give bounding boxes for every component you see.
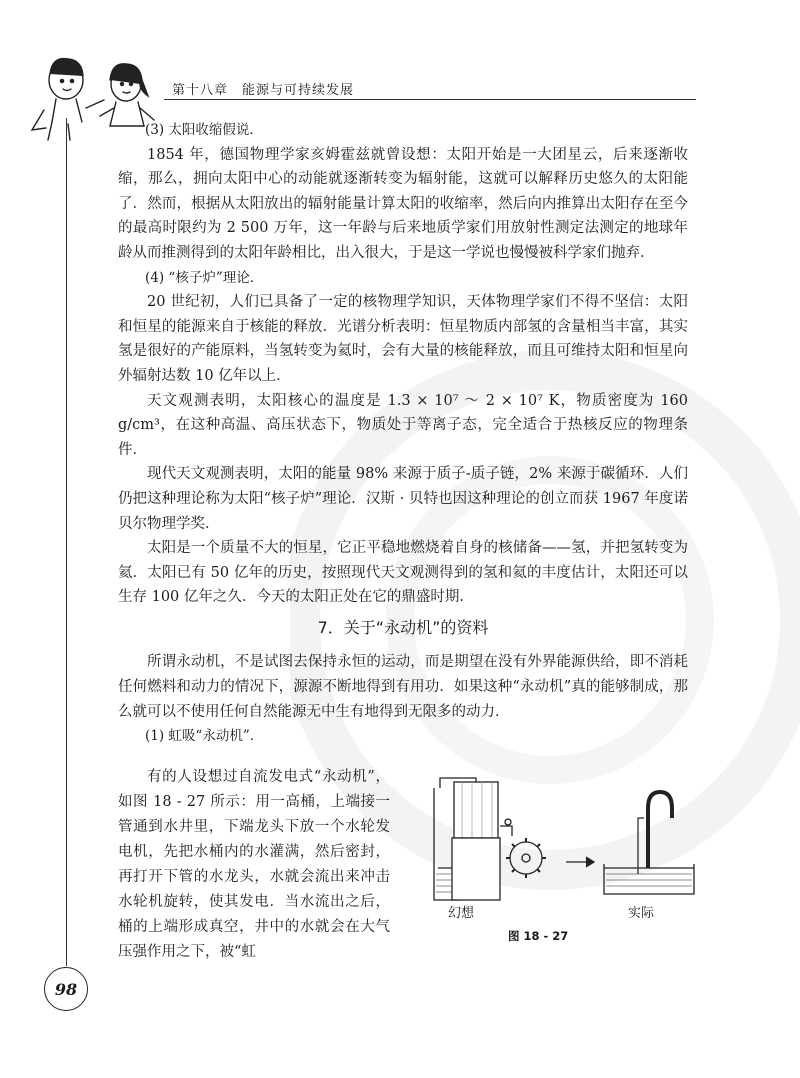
section-title: 7．关于“永动机”的资料: [317, 617, 489, 637]
header-rule: [164, 99, 696, 100]
paragraph: 有的人设想过自流发电式“永动机”，如图 18 - 27 所示：用一高桶，上端接一管通到水井里，下端龙头下放一个水轮发电机，先把水桶内的水灌满，然后密封，再打开下管的水龙头，水就会流出来冲击水轮机旋转，使其发电．当水流出之后，桶的上端形成真空，井中的水就会在大气压强作用之下，被“虹: [118, 769, 390, 960]
paragraph: 20 世纪初，人们已具备了一定的核物理学知识，天体物理学家们不得不坚信：太阳和恒星的能源来自于核能的释放．光谱分析表明：恒星物质内部氢的含量相当丰富，其实氢是很好的产能原料，当氢转变为氦时，会有大量的核能释放，而且可维持太阳和恒星向外辐射达数 10 亿年以上．: [118, 294, 688, 384]
subheading-nuclear-furnace: (4) “核子炉”理论．: [145, 269, 264, 286]
paragraph: 太阳是一个质量不大的恒星，它正平稳地燃烧着自身的核储备——氢，并把氢转变为氦．太阳已有 50 亿年的历史，按照现代天文观测得到的氢和氦的丰度估计，太阳还可以生存 100 亿年之久．今天的太阳正处在它的鼎盛时期．: [118, 540, 688, 606]
paragraph: 天文观测表明，太阳核心的温度是 1.3 × 10⁷ ～ 2 × 10⁷ K，物质密度为 160 g/cm³，在这种高温、高压状态下，物质处于等离子态，完全适合于热核反应的物理条件．: [118, 392, 688, 458]
figure-18-27: [416, 768, 702, 948]
subheading-siphon: (1) 虹吸“永动机”．: [145, 728, 264, 745]
page-number: 98: [44, 967, 88, 1011]
margin-rule: [66, 118, 67, 966]
subheading-sun-contraction: (3) 太阳收缩假说．: [145, 122, 263, 138]
figure-wrapped-text: [118, 765, 390, 965]
figure-caption: 图 18 - 27: [508, 929, 569, 943]
paragraph: 现代天文观测表明，太阳的能量 98% 来源于质子-质子链，2% 来源于碳循环．人们仍把这种理论称为太阳“核子炉”理论．汉斯 · 贝特也因这种理论的创立而获 1967 年度诺贝尔物理学奖．: [118, 466, 688, 532]
body-text: [118, 118, 688, 749]
figure-label-reality: 实际: [628, 906, 655, 921]
paragraph: 1854 年，德国物理学家亥姆霍兹就曾设想：太阳开始是一大团星云，后来逐渐收缩，那么，拥向太阳中心的动能就逐渐转变为辐射能，这就可以解释历史悠久的太阳能了．然而，根据从太阳放出的辐射能量计算太阳的收缩率，然后向内推算出太阳存在至今的最高时限约为 2 500 万年，这一年龄与后来地质学家们用放射性测定法测定的地球年龄从而推测得到的太阳年龄相比，出入很大，于是这一学说也慢慢被科学家们抛弃．: [118, 146, 688, 261]
perpetual-motion-diagram: [416, 768, 702, 918]
figure-label-fantasy: 幻想: [448, 906, 475, 921]
running-head: 第十八章 能源与可持续发展: [172, 83, 355, 98]
paragraph: 所谓永动机，不是试图去保持永恒的运动，而是期望在没有外界能源供给，即不消耗任何燃料和动力的情况下，源源不断地得到有用功．如果这种“永动机”真的能够制成，那么就可以不使用任何自然能源无中生有地得到无限多的动力．: [118, 654, 688, 720]
